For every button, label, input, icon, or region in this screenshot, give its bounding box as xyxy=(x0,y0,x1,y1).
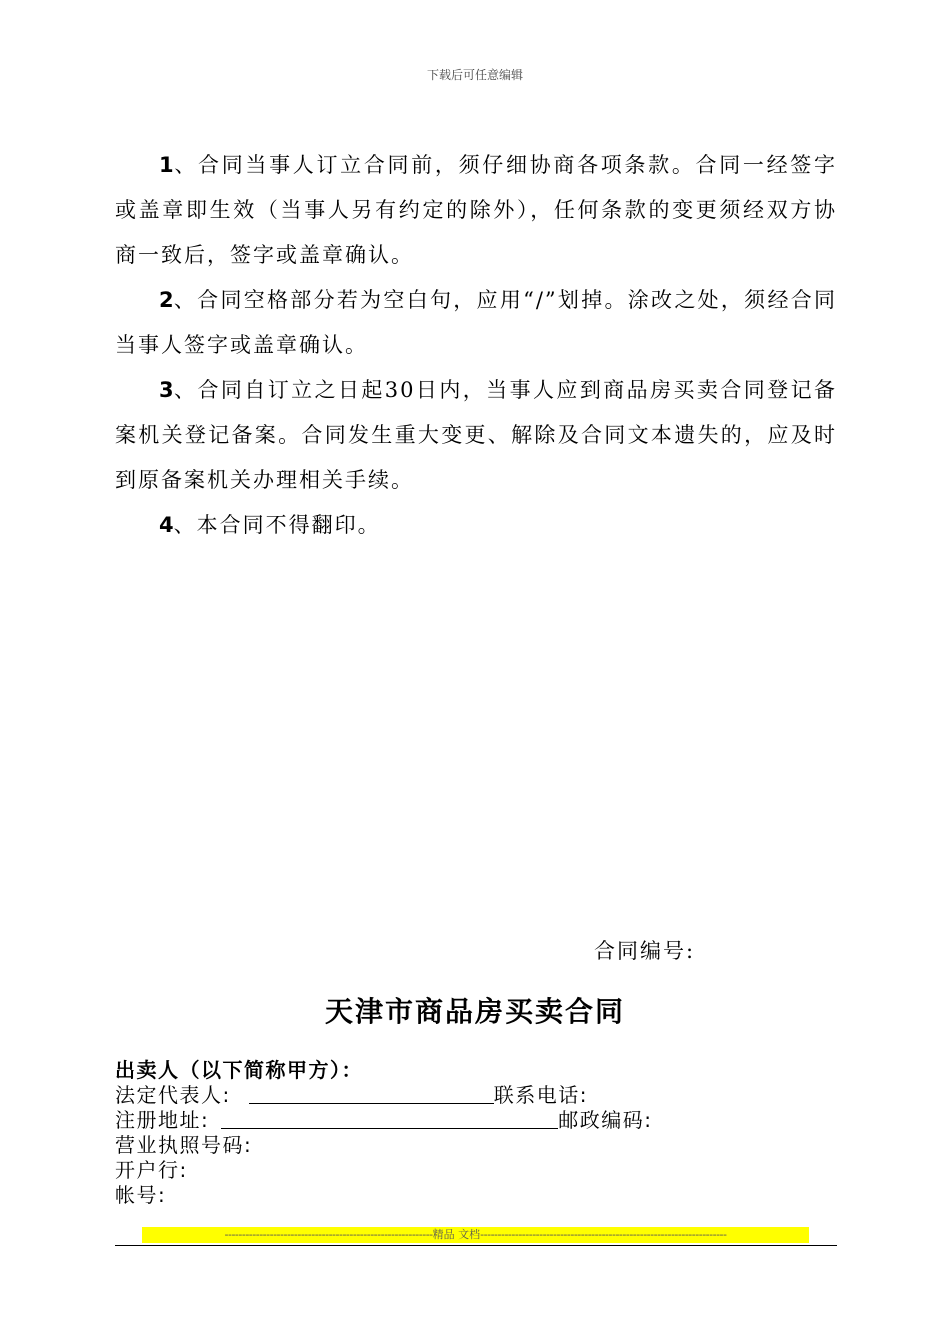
notice-item xyxy=(115,278,837,368)
account-label: 帐号: xyxy=(115,1183,167,1207)
header-note: 下载后可任意编辑 xyxy=(426,68,523,82)
footer-rule xyxy=(115,1245,837,1246)
legal-rep-row xyxy=(115,1083,837,1108)
notice-list xyxy=(115,143,837,548)
seller-info xyxy=(115,1058,837,1208)
footer-dashes-left: ------------------------------------------------------------ xyxy=(224,1228,433,1241)
postcode-label: 邮政编码: xyxy=(558,1108,653,1132)
address-field[interactable] xyxy=(221,1110,558,1129)
notice-text: 、本合同不得翻印。 xyxy=(173,513,381,537)
license-label: 营业执照号码: xyxy=(115,1133,253,1157)
legal-rep-label: 法定代表人: xyxy=(115,1083,231,1107)
footer-dashes-right: ----------------------------------------------------------------------- xyxy=(480,1228,727,1241)
notice-number: 2 xyxy=(159,288,174,312)
legal-rep-field[interactable] xyxy=(249,1085,494,1104)
contract-title: 天津市商品房买卖合同 xyxy=(324,995,625,1028)
notice-number: 1 xyxy=(159,153,174,177)
contract-number-label: 合同编号: xyxy=(594,939,696,963)
seller-heading: 出卖人（以下简称甲方）： xyxy=(115,1058,363,1082)
phone-label: 联系电话: xyxy=(493,1083,588,1107)
footer-banner xyxy=(142,1227,809,1243)
address-row xyxy=(115,1108,837,1133)
address-label: 注册地址: xyxy=(115,1108,210,1132)
notice-text: 、合同当事人订立合同前，须仔细协商各项条款。合同一经签字或盖章即生效（当事人另有约定的除外），任何条款的变更须经双方协商一致后，签字或盖章确认。 xyxy=(115,153,837,267)
notice-item xyxy=(115,368,837,503)
notice-number: 4 xyxy=(159,513,174,537)
account-row xyxy=(115,1183,837,1208)
footer-text: 精品 文档 xyxy=(432,1228,481,1241)
bank-label: 开户行: xyxy=(115,1158,188,1182)
notice-item xyxy=(115,143,837,278)
license-row xyxy=(115,1133,837,1158)
notice-text: 、合同自订立之日起30日内，当事人应到商品房买卖合同登记备案机关登记备案。合同发生重大变更、解除及合同文本遗失的，应及时到原备案机关办理相关手续。 xyxy=(115,378,837,492)
notice-text: 、合同空格部分若为空白句，应用“/”划掉。涂改之处，须经合同当事人签字或盖章确认。 xyxy=(115,288,837,357)
notice-number: 3 xyxy=(159,378,174,402)
notice-item xyxy=(115,503,837,548)
bank-row xyxy=(115,1158,837,1183)
